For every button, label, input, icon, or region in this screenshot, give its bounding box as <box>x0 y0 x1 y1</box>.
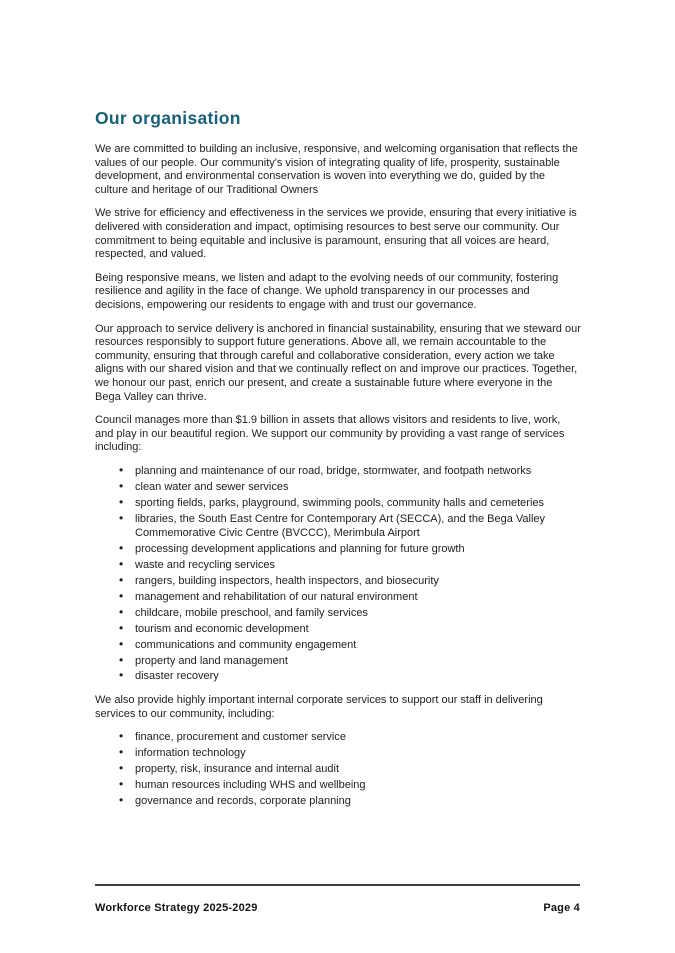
corporate-service-list-item: • human resources including WHS and wellbeing <box>135 779 581 793</box>
service-list-item: • childcare, mobile preschool, and family services <box>135 607 581 621</box>
service-list-item: • disaster recovery <box>135 670 581 684</box>
service-list-item: • rangers, building inspectors, health inspectors, and biosecurity <box>135 575 581 589</box>
paragraph-service-delivery: Our approach to service delivery is anchored in financial sustainability, ensuring that we steward our resources responsibly to support future generations. Above all, we remain accountable to the community, ensuring that through careful and collaborative consideration, every action we take aligns with our shared vision and that we continually reflect on and improve our practices. Together, we honour our past, enrich our present, and create a sustainable future where everyone in the Bega Valley can thrive. <box>95 322 581 403</box>
service-list-item: • sporting fields, parks, playground, swimming pools, community halls and cemeteries <box>135 497 581 511</box>
page-title: Our organisation <box>95 108 241 128</box>
document-content <box>95 108 581 819</box>
footer-divider <box>95 884 580 886</box>
paragraph-assets-intro: Council manages more than $1.9 billion in assets that allows visitors and residents to live, work, and play in our beautiful region. We support our community by providing a vast range of services including: <box>95 414 565 454</box>
service-list-item: • clean water and sewer services <box>135 481 581 495</box>
corporate-services-list <box>95 731 581 809</box>
corporate-service-list-item: • property, risk, insurance and internal audit <box>135 763 581 777</box>
service-list-item: • planning and maintenance of our road, bridge, stormwater, and footpath networks <box>135 465 581 479</box>
paragraph-efficiency: We strive for efficiency and effectiveness in the services we provide, ensuring that every initiative is delivered with consideration and impact, optimising resources to best serve our community. Our commitment to being equitable and inclusive is paramount, ensuring that all voices are heard, respected, and valued. <box>95 207 577 261</box>
paragraph-corporate-intro: We also provide highly important internal corporate services to support our staff in delivering services to our community, including: <box>95 694 543 720</box>
service-list-item: • communications and community engagement <box>135 639 581 653</box>
service-list-item: • tourism and economic development <box>135 623 581 637</box>
service-list-item: • libraries, the South East Centre for Contemporary Art (SECCA), and the Bega Valley Commemorative Civic Centre (BVCCC), Merimbula Airport <box>135 513 581 541</box>
paragraph-responsive: Being responsive means, we listen and adapt to the evolving needs of our community, fostering resilience and agility in the face of change. We uphold transparency in our processes and decisions, empowering our residents to engage with and trust our governance. <box>95 271 559 311</box>
service-list-item: • processing development applications and planning for future growth <box>135 543 581 557</box>
corporate-service-list-item: • governance and records, corporate planning <box>135 795 581 809</box>
service-list-item: • management and rehabilitation of our natural environment <box>135 591 581 605</box>
footer-page-number: Page 4 <box>543 902 580 914</box>
services-list <box>95 465 581 684</box>
service-list-item: • waste and recycling services <box>135 559 581 573</box>
corporate-service-list-item: • finance, procurement and customer service <box>135 731 581 745</box>
footer-document-title: Workforce Strategy 2025-2029 <box>95 902 258 914</box>
paragraph-commitment: We are committed to building an inclusive, responsive, and welcoming organisation that reflects the values of our people. Our community's vision of integrating quality of life, prosperity, sustainable development, and environmental conservation is woven into everything we do, guided by the culture and heritage of our Traditional Owners <box>95 143 578 196</box>
service-list-item: • property and land management <box>135 655 581 669</box>
page-footer <box>95 902 580 914</box>
corporate-service-list-item: • information technology <box>135 747 581 761</box>
